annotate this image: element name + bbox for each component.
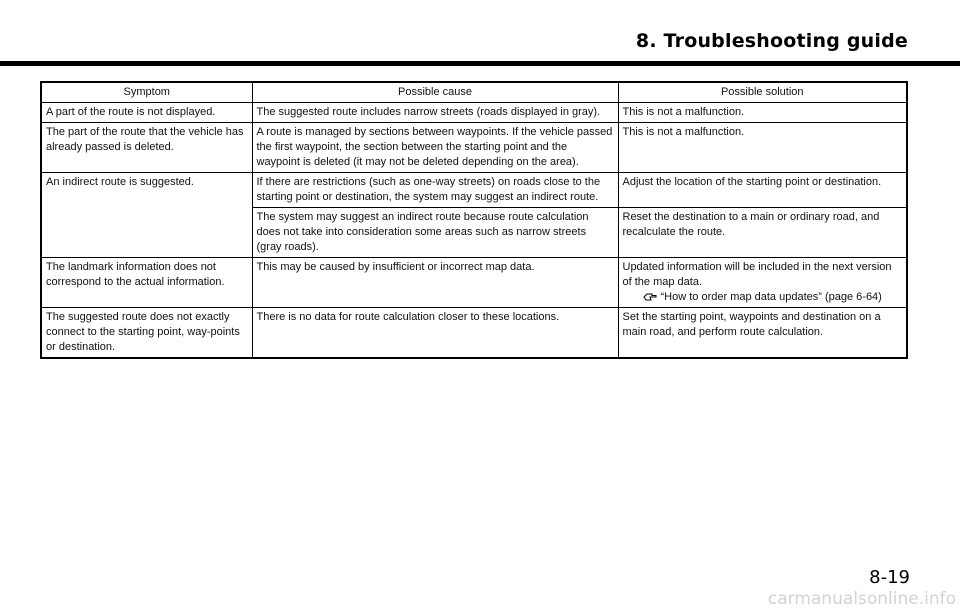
column-header-cause: Possible cause bbox=[252, 82, 618, 103]
cause-cell: The system may suggest an indirect route because route calculation does not take into consideration some areas such as narrow streets (gray roads). bbox=[252, 208, 618, 258]
solution-cell bbox=[618, 258, 907, 308]
column-header-solution: Possible solution bbox=[618, 82, 907, 103]
page-title: 8. Troubleshooting guide bbox=[635, 30, 908, 52]
solution-cell: Set the starting point, waypoints and destination on a main road, and perform route calculation. bbox=[618, 308, 907, 359]
symptom-cell: The landmark information does not correspond to the actual information. bbox=[41, 258, 252, 308]
cross-reference-text: “How to order map data updates” (page 6-64) bbox=[660, 291, 882, 303]
cause-cell: The suggested route includes narrow streets (roads displayed in gray). bbox=[252, 103, 618, 123]
symptom-cell bbox=[41, 208, 252, 258]
header-rule bbox=[0, 61, 960, 66]
cause-cell: There is no data for route calculation closer to these locations. bbox=[252, 308, 618, 359]
page-number: 8-19 bbox=[869, 567, 910, 588]
table-row bbox=[41, 123, 907, 173]
table-row bbox=[41, 258, 907, 308]
symptom-cell: An indirect route is suggested. bbox=[41, 173, 252, 208]
cause-cell: This may be caused by insufficient or incorrect map data. bbox=[252, 258, 618, 308]
table-row bbox=[41, 208, 907, 258]
symptom-cell: A part of the route is not displayed. bbox=[41, 103, 252, 123]
symptom-cell: The suggested route does not exactly connect to the starting point, way-points or destination. bbox=[41, 308, 252, 359]
cross-reference[interactable] bbox=[623, 290, 903, 305]
cause-cell: If there are restrictions (such as one-way streets) on roads close to the starting point or destination, the system may suggest an indirect route. bbox=[252, 173, 618, 208]
table-row bbox=[41, 103, 907, 123]
troubleshooting-table bbox=[40, 81, 908, 359]
symptom-cell: The part of the route that the vehicle has already passed is deleted. bbox=[41, 123, 252, 173]
solution-text: Updated information will be included in the next version of the map data. bbox=[622, 261, 892, 288]
table-row bbox=[41, 173, 907, 208]
column-header-symptom: Symptom bbox=[41, 82, 252, 103]
watermark: carmanualsonline.info bbox=[767, 589, 956, 609]
solution-cell: This is not a malfunction. bbox=[618, 123, 907, 173]
cause-cell: A route is managed by sections between waypoints. If the vehicle passed the first waypoint, the section between the starting point and the waypoint is deleted (it may not be deleted depending on the area). bbox=[252, 123, 618, 173]
table-header-row bbox=[41, 82, 907, 103]
solution-cell: Reset the destination to a main or ordinary road, and recalculate the route. bbox=[618, 208, 907, 258]
solution-cell: This is not a malfunction. bbox=[618, 103, 907, 123]
solution-cell: Adjust the location of the starting point or destination. bbox=[618, 173, 907, 208]
table-row bbox=[41, 308, 907, 359]
pointing-hand-icon bbox=[643, 291, 657, 301]
